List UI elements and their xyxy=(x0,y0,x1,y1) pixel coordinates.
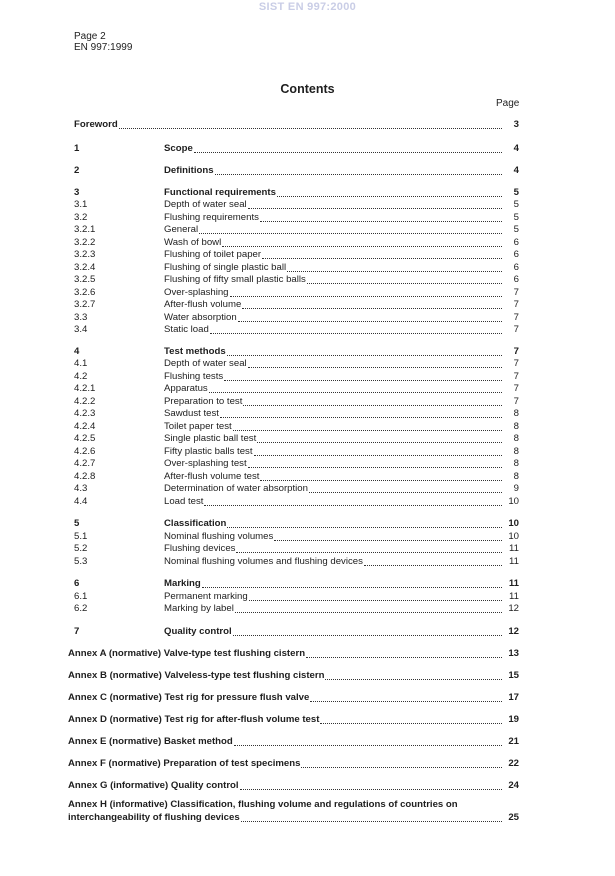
toc-entry[interactable] xyxy=(74,118,519,131)
dot-leader xyxy=(230,287,502,297)
toc-annex-page: 13 xyxy=(508,648,519,659)
dot-leader xyxy=(233,626,502,636)
toc-annex[interactable] xyxy=(68,735,519,748)
toc-entry-number: Foreword xyxy=(74,119,118,130)
dot-leader xyxy=(320,714,502,724)
toc-entry-number: 4.1 xyxy=(74,358,88,369)
toc-entry-page: 7 xyxy=(513,371,519,382)
toc-entry-page: 6 xyxy=(513,237,519,248)
toc-entry-title: Depth of water seal xyxy=(164,199,247,210)
toc-entry-page: 9 xyxy=(513,483,519,494)
toc-entry-page: 12 xyxy=(508,603,519,614)
dot-leader xyxy=(262,249,502,259)
toc-entry-page: 6 xyxy=(513,249,519,260)
watermark: SIST EN 997:2000 xyxy=(258,1,357,13)
toc-entry-title: Static load xyxy=(164,324,209,335)
toc-annex-title: Annex A (normative) Valve-type test flushing cistern xyxy=(68,648,306,659)
dot-leader xyxy=(222,237,502,247)
toc-entry-title: Quality control xyxy=(164,626,232,637)
toc-entry-page: 7 xyxy=(513,358,519,369)
dot-leader xyxy=(234,736,502,746)
toc-entry-page: 5 xyxy=(513,199,519,210)
dot-leader xyxy=(274,531,502,541)
toc-entry-number: 3.2.5 xyxy=(74,274,96,285)
toc-entry-title: Marking by label xyxy=(164,603,234,614)
toc-entry[interactable] xyxy=(74,542,519,555)
dot-leader xyxy=(204,496,502,506)
toc-entry-title: Flushing tests xyxy=(164,371,224,382)
dot-leader xyxy=(243,396,502,406)
toc-entry-number: 5.1 xyxy=(74,531,88,542)
dot-leader xyxy=(248,358,502,368)
toc-entry-title: Sawdust test xyxy=(164,408,219,419)
standard-id: EN 997:1999 xyxy=(74,42,133,53)
toc-annex[interactable] xyxy=(68,691,519,704)
dot-leader xyxy=(260,471,502,481)
toc-entry[interactable] xyxy=(74,248,519,261)
toc-entry[interactable] xyxy=(74,323,519,336)
toc-entry[interactable] xyxy=(74,142,519,155)
toc-annex[interactable] xyxy=(68,779,519,792)
toc-entry-page: 10 xyxy=(508,531,519,542)
toc-entry-title: Definitions xyxy=(164,165,214,176)
toc-entry-number: 5.2 xyxy=(74,543,88,554)
toc-entry-title: Wash of bowl xyxy=(164,237,222,248)
toc-entry-page: 10 xyxy=(508,518,519,529)
toc-entry[interactable] xyxy=(74,517,519,530)
dot-leader xyxy=(241,812,502,822)
toc-entry-title: Flushing devices xyxy=(164,543,236,554)
toc-annex-page: 21 xyxy=(508,736,519,747)
toc-entry-number: 6.2 xyxy=(74,603,88,614)
page-number: Page 2 xyxy=(74,31,106,42)
dot-leader xyxy=(236,543,502,553)
toc-entry-title: Apparatus xyxy=(164,383,208,394)
toc-entry-number: 4.2.6 xyxy=(74,446,96,457)
page-column-heading: Page xyxy=(496,98,520,109)
toc-entry-number: 4.2.1 xyxy=(74,383,96,394)
toc-entry-title: Single plastic ball test xyxy=(164,433,257,444)
toc-entry-title: General xyxy=(164,224,199,235)
dot-leader xyxy=(194,143,502,153)
dot-leader xyxy=(325,670,502,680)
toc-annex-page: 22 xyxy=(508,758,519,769)
toc-entry-number: 4.2.8 xyxy=(74,471,96,482)
dot-leader xyxy=(119,119,502,129)
toc-entry-page: 8 xyxy=(513,458,519,469)
toc-entry-title: Flushing of fifty small plastic balls xyxy=(164,274,306,285)
toc-entry-title: Scope xyxy=(164,143,193,154)
toc-entry-number: 6.1 xyxy=(74,591,88,602)
toc-entry[interactable] xyxy=(74,357,519,370)
toc-entry-title: Water absorption xyxy=(164,312,237,323)
dot-leader xyxy=(238,312,502,322)
toc-entry-title: Over-splashing xyxy=(164,287,229,298)
toc-entry-page: 11 xyxy=(509,543,519,554)
dot-leader xyxy=(233,421,502,431)
toc-entry-title: Determination of water absorption xyxy=(164,483,308,494)
toc-annex-page: 19 xyxy=(508,714,519,725)
dot-leader xyxy=(224,371,502,381)
dot-leader xyxy=(202,578,502,588)
toc-entry-number: 4.2.4 xyxy=(74,421,96,432)
toc-entry-title: Depth of water seal xyxy=(164,358,247,369)
toc-entry-number: 3.3 xyxy=(74,312,88,323)
toc-entry-title: Toilet paper test xyxy=(164,421,232,432)
toc-annex-page: 15 xyxy=(508,670,519,681)
toc-entry-title: Load test xyxy=(164,496,204,507)
toc-entry-title: Test methods xyxy=(164,346,226,357)
toc-entry-page: 4 xyxy=(513,143,519,154)
toc-annex[interactable] xyxy=(68,669,519,682)
toc-entry-number: 3.2.6 xyxy=(74,287,96,298)
toc-entry-number: 4.2.2 xyxy=(74,396,96,407)
toc-entry[interactable] xyxy=(74,382,519,395)
toc-annex-title: Annex D (normative) Test rig for after-flush volume test xyxy=(68,714,320,725)
toc-entry-number: 4.2.5 xyxy=(74,433,96,444)
toc-entry-title: Flushing of toilet paper xyxy=(164,249,262,260)
toc-entry-page: 8 xyxy=(513,471,519,482)
toc-entry-number: 5 xyxy=(74,518,80,529)
toc-entry-number: 3.2.4 xyxy=(74,262,96,273)
toc-entry[interactable] xyxy=(74,495,519,508)
dot-leader xyxy=(260,212,502,222)
toc-annex-title: Annex G (informative) Quality control xyxy=(68,780,239,791)
toc-entry[interactable] xyxy=(74,298,519,311)
toc-entry-title: After-flush volume test xyxy=(164,471,260,482)
dot-leader xyxy=(227,518,502,528)
dot-leader xyxy=(310,692,502,702)
annex-h-line2[interactable] xyxy=(68,811,519,824)
toc-entry-page: 6 xyxy=(513,274,519,285)
toc-annex[interactable] xyxy=(68,713,519,726)
toc-entry-title: Fifty plastic balls test xyxy=(164,446,253,457)
toc-entry-title: Permanent marking xyxy=(164,591,248,602)
toc-entry-number: 4.3 xyxy=(74,483,88,494)
dot-leader xyxy=(249,591,502,601)
toc-entry-page: 5 xyxy=(513,224,519,235)
dot-leader xyxy=(199,224,502,234)
annex-h-page: 25 xyxy=(508,812,519,823)
toc-entry-page: 11 xyxy=(509,591,519,602)
dot-leader xyxy=(209,383,502,393)
toc-entry[interactable] xyxy=(74,273,519,286)
dot-leader xyxy=(215,165,502,175)
dot-leader xyxy=(287,262,502,272)
toc-entry-number: 7 xyxy=(74,626,80,637)
dot-leader xyxy=(240,780,502,790)
toc-entry-title: Flushing requirements xyxy=(164,212,259,223)
toc-annex-title: Annex F (normative) Preparation of test specimens xyxy=(68,758,301,769)
toc-entry[interactable] xyxy=(74,198,519,211)
dot-leader xyxy=(248,458,502,468)
toc-entry-title: Nominal flushing volumes and flushing devices xyxy=(164,556,363,567)
toc-entry[interactable] xyxy=(74,457,519,470)
toc-entry-page: 10 xyxy=(508,496,519,507)
toc-entry-number: 4.2.7 xyxy=(74,458,96,469)
toc-entry[interactable] xyxy=(74,432,519,445)
toc-entry-page: 7 xyxy=(513,324,519,335)
toc-entry-page: 3 xyxy=(513,119,519,130)
toc-annex[interactable] xyxy=(68,757,519,770)
toc-entry-page: 8 xyxy=(513,433,519,444)
toc-entry-page: 8 xyxy=(513,408,519,419)
toc-entry-title: Over-splashing test xyxy=(164,458,247,469)
toc-entry-page: 7 xyxy=(513,312,519,323)
toc-entry-title: Preparation to test xyxy=(164,396,243,407)
toc-entry-number: 3.2.2 xyxy=(74,237,96,248)
toc-entry-page: 7 xyxy=(513,396,519,407)
dot-leader xyxy=(306,648,502,658)
annex-h-title: interchangeability of flushing devices xyxy=(68,812,240,823)
toc-entry-page: 4 xyxy=(513,165,519,176)
toc-entry[interactable] xyxy=(74,407,519,420)
toc-annex[interactable] xyxy=(68,647,519,660)
dot-leader xyxy=(257,433,502,443)
toc-annex-title: Annex B (normative) Valveless-type test flushing cistern xyxy=(68,670,325,681)
toc-entry-page: 7 xyxy=(513,299,519,310)
toc-entry-title: Flushing of single plastic ball xyxy=(164,262,287,273)
toc-annex-page: 24 xyxy=(508,780,519,791)
toc-entry-page: 7 xyxy=(513,287,519,298)
toc-entry-number: 4 xyxy=(74,346,80,357)
annex-h-line1[interactable]: Annex H (informative) Classification, flushing volume and regulations of countries on xyxy=(68,799,458,810)
toc-entry-title: After-flush volume xyxy=(164,299,242,310)
toc-entry-page: 8 xyxy=(513,421,519,432)
dot-leader xyxy=(227,346,502,356)
dot-leader xyxy=(254,446,502,456)
toc-entry-title: Nominal flushing volumes xyxy=(164,531,274,542)
dot-leader xyxy=(277,187,502,197)
toc-entry[interactable] xyxy=(74,555,519,568)
toc-entry-number: 3.2 xyxy=(74,212,88,223)
dot-leader xyxy=(242,299,502,309)
dot-leader xyxy=(364,556,502,566)
toc-entry-page: 6 xyxy=(513,262,519,273)
toc-entry-page: 7 xyxy=(513,346,519,357)
dot-leader xyxy=(307,274,502,284)
dot-leader xyxy=(301,758,502,768)
toc-entry[interactable] xyxy=(74,577,519,590)
toc-entry-number: 3.2.3 xyxy=(74,249,96,260)
toc-entry-title: Functional requirements xyxy=(164,187,276,198)
toc-annex-title: Annex C (normative) Test rig for pressure flush valve xyxy=(68,692,310,703)
page-title: Contents xyxy=(280,82,335,96)
toc-entry-number: 5.3 xyxy=(74,556,88,567)
dot-leader xyxy=(235,603,502,613)
toc-annex-page: 17 xyxy=(508,692,519,703)
toc-entry-number: 3.2.1 xyxy=(74,224,96,235)
toc-entry-number: 4.4 xyxy=(74,496,88,507)
page-header xyxy=(74,31,132,53)
toc-entry-title: Classification xyxy=(164,518,227,529)
dot-leader xyxy=(220,408,502,418)
dot-leader xyxy=(210,324,502,334)
toc-entry-page: 8 xyxy=(513,446,519,457)
toc-entry-page: 5 xyxy=(513,212,519,223)
dot-leader xyxy=(248,199,502,209)
toc-annex-title: Annex E (normative) Basket method xyxy=(68,736,233,747)
toc-entry[interactable] xyxy=(74,223,519,236)
toc-entry[interactable] xyxy=(74,602,519,615)
toc-entry[interactable] xyxy=(74,482,519,495)
toc-entry-page: 7 xyxy=(513,383,519,394)
toc-entry-number: 3.1 xyxy=(74,199,88,210)
toc-entry-number: 2 xyxy=(74,165,80,176)
dot-leader xyxy=(309,483,502,493)
toc-entry-number: 3.4 xyxy=(74,324,88,335)
toc-entry-number: 3 xyxy=(74,187,80,198)
toc-entry-page: 5 xyxy=(513,187,519,198)
toc-entry-number: 3.2.7 xyxy=(74,299,96,310)
toc-entry-number: 6 xyxy=(74,578,80,589)
toc-entry[interactable] xyxy=(74,164,519,177)
toc-entry-page: 11 xyxy=(508,578,519,589)
toc-entry-title: Marking xyxy=(164,578,201,589)
toc-entry-number: 4.2 xyxy=(74,371,88,382)
toc-entry[interactable] xyxy=(74,625,519,638)
toc-entry-page: 11 xyxy=(509,556,519,567)
toc-entry-number: 1 xyxy=(74,143,80,154)
toc-entry-number: 4.2.3 xyxy=(74,408,96,419)
toc-entry-page: 12 xyxy=(508,626,519,637)
